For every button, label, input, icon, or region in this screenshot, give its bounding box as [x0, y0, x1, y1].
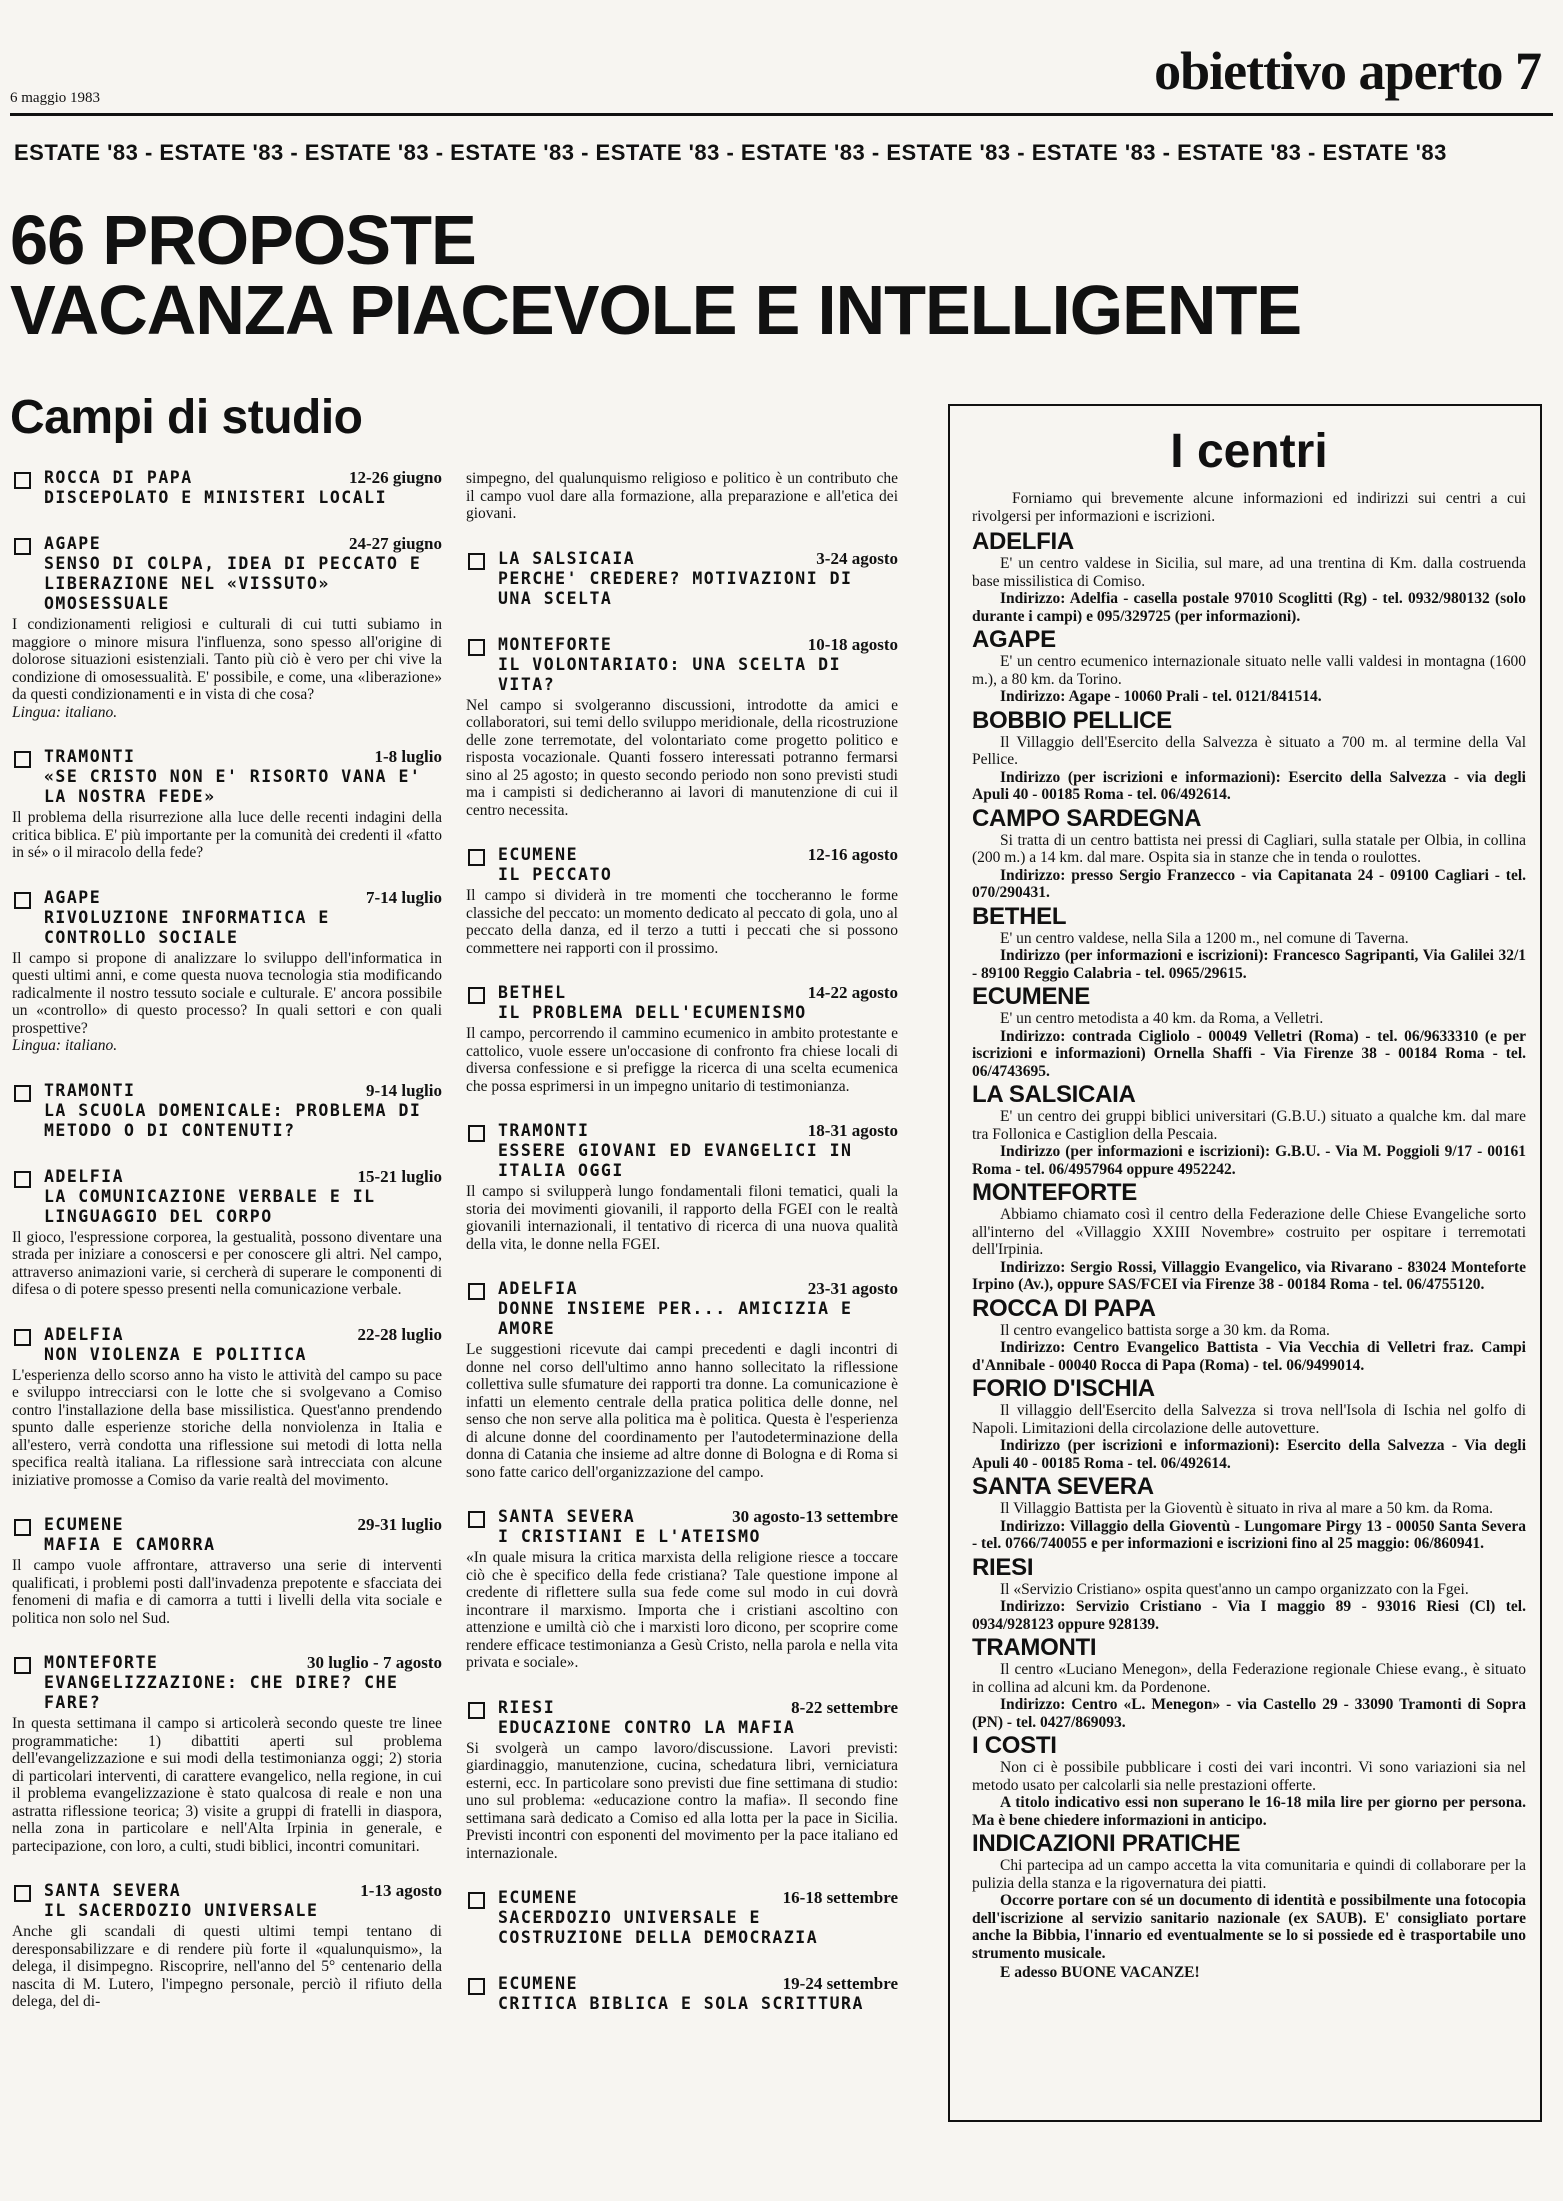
checkbox-icon: [14, 892, 31, 909]
camp-place: ECUMENE: [498, 1888, 579, 1907]
camp-entry: [466, 983, 898, 1095]
checkbox-icon: [468, 1702, 485, 1719]
camp-title: I CRISTIANI E L'ATEISMO: [498, 1527, 761, 1546]
center-name: BETHEL: [972, 902, 1067, 930]
camp-place: ADELFIA: [498, 1279, 579, 1298]
center-address: Indirizzo (per iscrizioni e informazioni): Esercito della Salvezza - via degli Apuli 40 - 00185 Roma - tel. 06/492614.: [972, 768, 1526, 803]
camp-dates: 1-8 luglio: [374, 747, 442, 766]
camp-entry: [466, 1698, 898, 1863]
center-address: Indirizzo: Sergio Rossi, Villaggio Evangelico, via Rivarano - 83024 Monteforte Irpino (Av.), oppure SAS/FCEI via Firenze 38 - 00184 Roma - tel. 06/4755120.: [972, 1258, 1526, 1293]
center-name: CAMPO SARDEGNA: [972, 804, 1202, 832]
center-description: E' un centro ecumenico internazionale situato nelle valli valdesi in montagna (1600 m.), a 80 km. da Torino.: [972, 653, 1526, 688]
center-address: Indirizzo (per informazioni e iscrizioni): G.B.U. - Via M. Poggioli 9/17 - 00161 Roma - tel. 06/4957964 oppure 4952242.: [972, 1143, 1526, 1178]
center-name: INDICAZIONI PRATICHE: [972, 1830, 1241, 1857]
camp-text: Nel campo si svolgeranno discussioni, introdotte da amici e collaboratori, sui temi dello sviluppo meridionale, della ricostruzione delle zone terremotate, del volontariato come progetto politico e risposta vocazionale. Quanti fossero interessati potranno fermarsi sino al 25 agosto; in questo secondo periodo non sono previsti studi ma i campisti si dedicheranno ai lavori di manutenzione di cui il centro necessita.: [466, 696, 898, 819]
camp-place: BETHEL: [498, 983, 567, 1002]
camp-text: Si svolgerà un campo lavoro/discussione. Lavori previsti: giardinaggio, manutenzione, cucina, schedatura libri, verniciatura esterni, ecc. In particolare sono previsti due fine settimana di studio: uno sul problema: «educazione contro la mafia». Il secondo fine settimana sarà dedicato a Comiso ed alla lotta per la pace in Sicilia. Previsti incontri con esponenti del movimento per la pace italiano ed internazionale.: [466, 1739, 898, 1862]
camp-title: IL PROBLEMA DELL'ECUMENISMO: [498, 1003, 807, 1022]
camp-entry: [12, 468, 442, 508]
checkbox-icon: [468, 1283, 485, 1300]
closing-note: E adesso BUONE VACANZE!: [1000, 1964, 1200, 1981]
camp-title: EVANGELIZZAZIONE: CHE DIRE? CHE FARE?: [44, 1673, 399, 1712]
centers-list: [972, 529, 1526, 1962]
camp-text: I condizionamenti religiosi e culturali di cui tutti subiamo in maggiore o minore misura l'influenza, sono spesso all'origine di dolorose situazioni esistenziali. Tanto più ciò è vero per chi vive la condizione di omosessualità. E' possibile, e come, una «liberazione» da questi condizionamenti e in vista di che cosa?: [12, 616, 442, 703]
center-description: E' un centro valdese, nella Sila a 1200 m., nel comune di Taverna.: [1000, 929, 1409, 947]
camp-title: PERCHE' CREDERE? MOTIVAZIONI DI UNA SCELTA: [498, 568, 853, 608]
center-description: E' un centro valdese in Sicilia, sul mare, ad una trentina di Km. dalla costruenda base missilistica di Comiso.: [972, 555, 1526, 590]
camp-place: MONTEFORTE: [498, 634, 613, 654]
camp-description: [466, 1549, 898, 1672]
camp-dates: 12-26 giugno: [348, 468, 442, 487]
camp-header: [466, 1974, 898, 2014]
checkbox-icon: [14, 1171, 31, 1188]
camp-title: IL PECCATO: [498, 865, 613, 884]
camp-entry: [12, 747, 442, 862]
centers-box: [948, 404, 1542, 2122]
camp-entry: [12, 1515, 442, 1627]
camp-header: [466, 1121, 898, 1181]
center-name: I COSTI: [972, 1732, 1057, 1759]
checkbox-icon: [14, 1329, 31, 1346]
center-address: A titolo indicativo essi non superano le 16-18 mila lire per giorno per persona. Ma è bene chiedere informazioni in anticipo.: [972, 1794, 1526, 1829]
camp-header: [12, 1081, 442, 1141]
camp-place: ADELFIA: [44, 1324, 125, 1344]
camp-title: ESSERE GIOVANI ED EVANGELICI IN ITALIA OGGI: [498, 1141, 853, 1180]
camp-title: LA COMUNICAZIONE VERBALE E IL LINGUAGGIO DEL CORPO: [44, 1186, 376, 1226]
camp-header: [466, 983, 898, 1023]
center-entry: [972, 1180, 1526, 1294]
center-entry: [972, 627, 1526, 706]
camp-description: [12, 1715, 442, 1855]
center-address: Occorre portare con sé un documento di identità e possibilmente una fotocopia dell'iscrizione al servizio sanitario nazionale (ex SAUB). E' consigliato portare anche la Bibbia, l'innario ed eventualmente se lo si possiede ed è trasportabile uno strumento musicale.: [972, 1892, 1526, 1962]
camp-header: [466, 845, 898, 885]
center-address: Indirizzo: contrada Cigliolo - 00049 Velletri (Roma) - tel. 06/9633310 (e per iscrizioni e informazioni) Ornella Shaffi - Via Firenze 38 - 00184 Roma - tel. 06/4743695.: [972, 1027, 1526, 1080]
checkbox-icon: [14, 472, 31, 489]
camp-dates: 30 luglio - 7 agosto: [306, 1653, 442, 1672]
center-description: Si tratta di un centro battista nei pressi di Cagliari, sulla statale per Olbia, in collina (200 m.) a 14 km. dal mare. Ospita sia in stanze che in tenda o roulottes.: [972, 831, 1526, 866]
checkbox-icon: [468, 987, 485, 1004]
camp-place: TRAMONTI: [44, 1080, 136, 1100]
camp-description: [466, 470, 898, 523]
camp-description: [466, 1025, 898, 1095]
center-name: ECUMENE: [972, 983, 1090, 1010]
center-name: LA SALSICAIA: [972, 1081, 1136, 1108]
camp-title: NON VIOLENZA E POLITICA: [44, 1344, 307, 1364]
center-address: Indirizzo: Centro «L. Menegon» - via Castello 29 - 33090 Tramonti di Sopra (PN) - tel. 0427/869093.: [972, 1696, 1526, 1731]
checkbox-icon: [468, 553, 485, 570]
camp-entry: [12, 1081, 442, 1141]
center-name: BOBBIO PELLICE: [972, 706, 1172, 734]
camp-dates: 18-31 agosto: [807, 1121, 898, 1140]
center-address: Indirizzo: Agape - 10060 Prali - tel. 0121/841514.: [1000, 688, 1322, 705]
center-description: Abbiamo chiamato così il centro della Federazione delle Chiese Evangeliche sorto all'interno del «Villaggio XXIII Novembre» costruito per ospitare i terremotati dell'Irpinia.: [972, 1206, 1526, 1258]
center-entry: [972, 1296, 1526, 1375]
center-entry: [972, 1733, 1526, 1829]
center-entry: [972, 984, 1526, 1080]
camp-entry: [12, 1167, 442, 1299]
camp-description: [12, 809, 442, 862]
camp-header: [12, 1881, 442, 1921]
camp-header: [466, 1507, 898, 1547]
camp-place: MONTEFORTE: [44, 1653, 159, 1672]
camp-entry: [466, 1888, 898, 1948]
masthead: obiettivo aperto 7: [1154, 41, 1541, 101]
camp-entry: [12, 888, 442, 1055]
camp-header: [12, 1167, 442, 1227]
camp-entry: [466, 470, 898, 523]
camp-entry: [12, 1325, 442, 1490]
summer-banner: ESTATE '83 - ESTATE '83 - ESTATE '83 - ESTATE '83 - ESTATE '83 - ESTATE '83 - ESTATE '83 - ESTATE '83 - ESTATE '83 - ESTATE '83: [14, 140, 1447, 165]
camp-header: [466, 635, 898, 695]
camp-dates: 29-31 luglio: [357, 1515, 442, 1534]
camp-header: [466, 549, 898, 609]
camp-title: IL SACERDOZIO UNIVERSALE: [44, 1901, 319, 1920]
issue-date: 6 maggio 1983: [10, 90, 100, 106]
camp-text: Il campo si svilupperà lungo fondamentali filoni tematici, quali la storia dei movimenti giovanili, il rapporto della FGEI con le realtà giovanili internazionali, il tentativo di ricerca di una nuova qualità della vita, le donne nella FGEI.: [466, 1183, 898, 1253]
center-address: Indirizzo: Servizio Cristiano - Via I maggio 89 - 93016 Riesi (Cl) tel. 0934/928123 oppure 928139.: [972, 1598, 1526, 1633]
camp-header: [466, 1888, 898, 1948]
center-entry: [972, 1635, 1526, 1731]
camp-header: [12, 534, 442, 614]
centers-intro: Forniamo qui brevemente alcune informazioni ed indirizzi sui centri a cui rivolgersi per informazioni e iscrizioni.: [972, 490, 1526, 525]
camp-title: SENSO DI COLPA, IDEA DI PECCATO E LIBERAZIONE NEL «VISSUTO» OMOSESSUALE: [44, 554, 422, 613]
center-name: SANTA SEVERA: [972, 1473, 1154, 1500]
camp-place: RIESI: [498, 1697, 556, 1717]
camp-title: CRITICA BIBLICA E SOLA SCRITTURA: [498, 1994, 864, 2013]
center-description: Il Villaggio Battista per la Gioventù è situato in riva al mare a 50 km. da Roma.: [1000, 1500, 1493, 1517]
center-entry: [972, 529, 1526, 625]
checkbox-icon: [14, 1657, 31, 1674]
center-description: Il villaggio dell'Esercito della Salvezza si trova nell'Isola di Ischia nel golfo di Napoli. Limitazioni della circolazione delle autovetture.: [972, 1402, 1526, 1437]
center-name: AGAPE: [972, 626, 1056, 653]
camp-header: [12, 1325, 442, 1365]
camp-text: Il gioco, l'espressione corporea, la gestualità, possono diventare una strada per iniziare a conoscersi e per conoscere gli altri. Nel campo, attraverso animazioni varie, si cercherà di superare le componenti di difesa o di potere spesso presenti nella comunicazione verbale.: [12, 1228, 442, 1298]
camp-header: [12, 468, 442, 508]
center-name: ROCCA DI PAPA: [972, 1294, 1156, 1322]
camp-place: ADELFIA: [44, 1166, 125, 1186]
checkbox-icon: [468, 1125, 485, 1142]
camp-title: LA SCUOLA DOMENICALE: PROBLEMA DI METODO O DI CONTENUTI?: [44, 1100, 422, 1140]
center-address: Indirizzo: Centro Evangelico Battista - Via Vecchia di Velletri fraz. Campi d'Annibale - 00040 Rocca di Papa (Roma) - tel. 06/9499014.: [972, 1339, 1526, 1374]
camp-description: [466, 1740, 898, 1863]
camp-place: ECUMENE: [498, 845, 579, 864]
camp-description: [12, 1229, 442, 1299]
checkbox-icon: [14, 751, 31, 768]
camp-dates: 12-16 agosto: [807, 845, 898, 864]
center-address: Indirizzo (per iscrizioni e informazioni): Esercito della Salvezza - Via degli Apuli 40 - 00185 Roma - tel. 06/492614.: [972, 1437, 1526, 1472]
center-address: Indirizzo: presso Sergio Franzecco - via Capitanata 24 - 09100 Cagliari - tel. 070/290431.: [972, 866, 1526, 901]
center-entry: [972, 1376, 1526, 1472]
center-description: E' un centro metodista a 40 km. da Roma, a Velletri.: [1000, 1010, 1324, 1027]
center-entry: [972, 1082, 1526, 1178]
camp-text: Il campo si dividerà in tre momenti che toccheranno le forme classiche del peccato: un momento dedicato al peccato di gola, uno al peccato della danza, ed il terzo a tutti i peccati che si possono commettere nei rapporti con il prossimo.: [466, 887, 898, 957]
center-name: FORIO D'ISCHIA: [972, 1375, 1155, 1402]
camp-dates: 10-18 agosto: [807, 634, 898, 654]
center-name: MONTEFORTE: [972, 1179, 1137, 1206]
center-address: Indirizzo (per informazioni e iscrizioni): Francesco Sagripanti, Via Galilei 32/1 - 89100 Reggio Calabria - tel. 0965/29615.: [972, 947, 1526, 982]
center-entry: [972, 1555, 1526, 1634]
camp-text: Il campo vuole affrontare, attraverso una serie di interventi qualificati, i problemi posti dall'invadenza prepotente e sfacciata dei fenomeni di mafia e di camorra a tutti i livelli della vita sociale e politica non solo nel Sud.: [12, 1557, 442, 1627]
camp-description: [12, 1557, 442, 1627]
camp-text: L'esperienza dello scorso anno ha visto le attività del campo su pace e sviluppo intrecciarsi con le lotte che si svolgevano a Comiso contro l'installazione della base missilistica. Quest'anno prendendo spunto dalle esperienze storiche della nonviolenza in Italia e all'estero, verrà condotta una riflessione sui metodi di lotta nella specifica realtà italiana. La riflessione sarà intrecciata con alcune iniziative promosse a Comiso da varie realtà del movimento.: [12, 1366, 442, 1489]
center-description: Chi partecipa ad un campo accetta la vita comunitaria e quindi di collaborare per la pulizia della stanza e la rigovernatura dei piatti.: [972, 1857, 1526, 1892]
checkbox-icon: [14, 1885, 31, 1902]
camp-header: [466, 1279, 898, 1339]
camp-text: Il campo si propone di analizzare lo sviluppo dell'informatica in questi ultimi anni, e come questa nuova tecnologia stia modificando radicalmente il nostro tessuto sociale e culturale. E' ancora possibile un «controllo» di questo processo? In quali settori e con quali prospettive?: [12, 949, 442, 1037]
headline: [10, 201, 1328, 349]
camp-title: «SE CRISTO NON E' RISORTO VANA E' LA NOSTRA FEDE»: [44, 767, 422, 806]
camp-entry: [466, 845, 898, 957]
camp-place: LA SALSICAIA: [498, 548, 636, 568]
center-description: Il centro evangelico battista sorge a 30 km. da Roma.: [1000, 1321, 1330, 1339]
center-entry: [972, 708, 1526, 804]
camp-dates: 23-31 agosto: [807, 1279, 898, 1298]
camp-text: In questa settimana il campo si articolerà secondo queste tre linee programmatiche: 1) dibattiti aperti sul problema dell'evangelizzazione e sui modi della testimonianza oggi; 2) storia di particolari interventi, di carattere evangelico, nella regione, in cui il problema evangelizzazione è stato qualcosa di reale e non una astratta riflessione teorica; 3) visite a gruppi di fratelli in diaspora, nella zona in particolare e nell'Alta Irpinia in generale, e partecipazione, con loro, a culti, studi biblici, incontri comunitari.: [12, 1715, 442, 1855]
center-description: Il centro «Luciano Menegon», della Federazione regionale Chiese evang., è situato in collina ad alcuni km. da Pordenone.: [972, 1661, 1526, 1696]
center-entry: [972, 1831, 1526, 1962]
camp-description: [12, 1367, 442, 1490]
camp-dates: 1-13 agosto: [360, 1881, 442, 1900]
headline-line-2: VACANZA PIACEVOLE E INTELLIGENTE: [10, 271, 1302, 349]
camp-place: TRAMONTI: [498, 1121, 590, 1140]
center-name: RIESI: [972, 1553, 1034, 1581]
header-rule: [10, 113, 1553, 116]
camp-title: EDUCAZIONE CONTRO LA MAFIA: [498, 1717, 796, 1737]
camp-dates: 22-28 luglio: [357, 1324, 442, 1344]
camp-description: [466, 1183, 898, 1253]
camp-entry: [12, 534, 442, 721]
camp-title: DISCEPOLATO E MINISTERI LOCALI: [44, 488, 388, 507]
checkbox-icon: [468, 849, 485, 866]
camp-header: [12, 1653, 442, 1713]
camp-description: [12, 1923, 442, 2011]
section-title: Campi di studio: [10, 391, 363, 444]
camp-description: [466, 1341, 898, 1481]
camp-place: ECUMENE: [498, 1974, 579, 1993]
camp-description: [466, 697, 898, 820]
center-description: E' un centro dei gruppi biblici universitari (G.B.U.) situato a qualche km. dal mare tra Follonica e Castiglion della Pescaia.: [972, 1108, 1526, 1143]
center-name: ADELFIA: [972, 528, 1074, 555]
checkbox-icon: [468, 1511, 485, 1528]
center-entry: [972, 904, 1526, 983]
camp-description: [12, 616, 442, 721]
center-address: Indirizzo: Villaggio della Gioventù - Lungomare Pirgy 13 - 00050 Santa Severa - tel. 0766/740055 e per informazioni e iscrizioni fino al 25 maggio: 06/860941.: [972, 1517, 1526, 1552]
center-description: Il Villaggio dell'Esercito della Salvezza è situato a 700 m. al termine della Val Pellice.: [972, 733, 1526, 768]
center-name: TRAMONTI: [972, 1634, 1097, 1661]
camp-title: MAFIA E CAMORRA: [44, 1535, 216, 1554]
camp-place: ROCCA DI PAPA: [44, 468, 193, 487]
camp-dates: 30 agosto-13 settembre: [732, 1507, 898, 1526]
camp-entry: [12, 1881, 442, 2011]
camp-place: SANTA SEVERA: [498, 1507, 636, 1526]
camp-dates: 8-22 settembre: [791, 1697, 898, 1717]
camp-dates: 14-22 agosto: [807, 983, 898, 1002]
camp-description: [466, 887, 898, 957]
camp-text: simpegno, del qualunquismo religioso e politico è un contributo che il campo vuol dare alla formazione, alla preparazione e all'etica dei giovani.: [466, 470, 898, 522]
camp-place: SANTA SEVERA: [44, 1881, 182, 1900]
camp-entry: [466, 635, 898, 820]
headline-line-1: 66 PROPOSTE: [10, 201, 476, 279]
camp-entry: [466, 549, 898, 609]
camp-header: [12, 888, 442, 948]
study-camps-column-1: [12, 468, 442, 2188]
camp-dates: 16-18 settembre: [782, 1888, 898, 1907]
camp-place: TRAMONTI: [44, 747, 136, 766]
camp-language: Lingua: italiano.: [12, 703, 118, 721]
camp-entry: [466, 1974, 898, 2014]
camp-place: ECUMENE: [44, 1515, 125, 1534]
study-camps-column-2: [466, 468, 898, 2188]
checkbox-icon: [14, 538, 31, 555]
camp-text: Le suggestioni ricevute dai campi precedenti e dagli incontri di donne nel corso dell'ultimo anno hanno sollecitato la riflessione collettiva sulle sfumature dei rapporti tra donne. La comunicazione è infatti un elemento centrale della pratica politica delle donne, nel senso che non serve alla politica ma è politica. Questa è l'esperienza di alcune donne del coordinamento per l'autodeterminazione della donna di Catania che insieme ad altre donne di Bologna e di Roma si sono fatte carico dell'organizzazione del campo.: [466, 1341, 898, 1481]
camp-entry: [466, 1121, 898, 1253]
center-description: Non ci è possibile pubblicare i costi dei vari incontri. Vi sono variazioni sia nel metodo usato per calcolarli sia nelle prestazioni offerte.: [972, 1759, 1526, 1794]
center-address: Indirizzo: Adelfia - casella postale 97010 Scoglitti (Rg) - tel. 0932/980132 (solo durante i campi) e 095/329725 (per informazioni).: [972, 590, 1526, 625]
camp-header: [466, 1698, 898, 1738]
camp-entry: [466, 1279, 898, 1481]
camp-dates: 19-24 settembre: [782, 1974, 898, 1993]
camp-text: «In quale misura la critica marxista della religione riesce a toccare ciò che è specifico della fede cristiana? Tale questione impone al credente di riflettere sulla sua fede come sul modo in cui dovrà incontrare il marxismo. Importa che i cristiani ascoltino con attenzione e umiltà ciò che i marxisti loro dicono, per scoprire come rendere efficace testimonianza a Gesù Cristo, nella parola e nella vita privata e sociale».: [466, 1549, 898, 1671]
camp-description: [12, 950, 442, 1055]
checkbox-icon: [14, 1085, 31, 1102]
camp-header: [12, 1515, 442, 1555]
camp-title: IL VOLONTARIATO: UNA SCELTA DI VITA?: [498, 654, 842, 694]
camp-title: RIVOLUZIONE INFORMATICA E CONTROLLO SOCIALE: [44, 907, 330, 947]
camp-dates: 15-21 luglio: [357, 1166, 442, 1186]
camp-entry: [12, 1653, 442, 1855]
camp-place: AGAPE: [44, 887, 102, 907]
checkbox-icon: [468, 1978, 485, 1995]
camp-title: SACERDOZIO UNIVERSALE E COSTRUZIONE DELLA DEMOCRAZIA: [498, 1908, 819, 1947]
center-entry: [972, 1474, 1526, 1553]
camp-place: AGAPE: [44, 534, 102, 553]
camp-entry: [466, 1507, 898, 1672]
centers-title: I centri: [1170, 425, 1328, 478]
center-description: Il «Servizio Cristiano» ospita quest'anno un campo organizzato con la Fgei.: [1000, 1580, 1469, 1598]
checkbox-icon: [468, 639, 485, 656]
camp-header: [12, 747, 442, 807]
camp-dates: 3-24 agosto: [816, 548, 898, 568]
camp-dates: 24-27 giugno: [348, 534, 442, 553]
camp-text: Il campo, percorrendo il cammino ecumenico in ambito protestante e cattolico, vuole essere un'occasione di confronto fra chiese locali di diversa confessione e si prefigge la ricerca di una scelta ecumenica che possa esprimersi in un impegno unitario di testimonianza.: [466, 1025, 898, 1095]
camp-text: Anche gli scandali di questi ultimi tempi tentano di deresponsabilizzare e di rendere più forte il «qualunquismo», la delega, il disimpegno. Riscoprire, nell'anno del 5° centenario della nascita di M. Lutero, l'impegno personale, perciò il rifiuto della delega, del di-: [12, 1923, 442, 2010]
camp-title: DONNE INSIEME PER... AMICIZIA E AMORE: [498, 1299, 853, 1338]
checkbox-icon: [14, 1519, 31, 1536]
camp-dates: 7-14 luglio: [365, 887, 442, 907]
camp-text: Il problema della risurrezione alla luce delle recenti indagini della critica biblica. E' più importante per la comunità dei credenti il «fatto in sé» o il miracolo della fede?: [12, 809, 442, 861]
camp-language: Lingua: italiano.: [12, 1037, 118, 1054]
checkbox-icon: [468, 1892, 485, 1909]
center-entry: [972, 806, 1526, 902]
camp-dates: 9-14 luglio: [365, 1080, 442, 1100]
